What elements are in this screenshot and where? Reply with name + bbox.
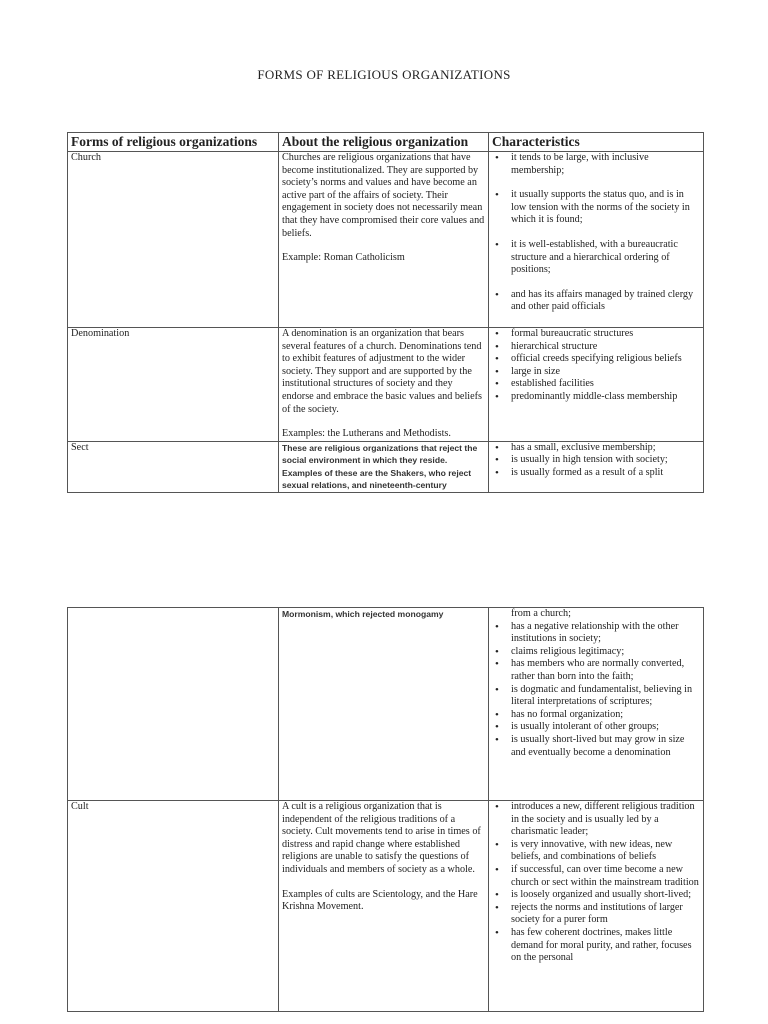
table-row-sect-continued: [68, 608, 704, 801]
table-row-denomination: [68, 328, 704, 442]
list-item: • large in size: [511, 366, 700, 379]
cult-name: Cult: [68, 801, 279, 1012]
list-item: • is usually intolerant of other groups;: [511, 721, 700, 734]
list-item: • and has its affairs managed by trained clergy and other paid officials: [511, 289, 700, 314]
sect-name-continued: [68, 608, 279, 801]
sect-name: Sect: [68, 441, 279, 492]
list-item: • it tends to be large, with inclusive membership;: [511, 152, 700, 177]
church-about: Churches are religious organizations that have become institutionalized. They are supported by society’s norms and values and have become an active part of the affairs of society. Their engagement in society does not necessarily mean that they have compromised their core values and beliefs.: [282, 152, 485, 239]
list-item: • has members who are normally converted, rather than born into the faith;: [511, 658, 700, 683]
cult-characteristics-list: [492, 801, 700, 965]
denomination-about: A denomination is an organization that bears several features of a church. Denominations tend to exhibit features of adjustment to the wider society. They support and are supported by the institutional structures of society and they endorse and embrace the basic values and beliefs of the society.: [282, 328, 482, 415]
organizations-table: [67, 132, 704, 493]
cult-about: A cult is a religious organization that is independent of the religious traditions of a society. Cult movements tend to arise in times of distress and rapid change where established religions are unable to satisfy the questions of individuals and members of society as a whole.: [282, 801, 481, 875]
table-row-church: [68, 152, 704, 328]
denomination-characteristics-list: [492, 328, 700, 404]
denomination-about-cell: [279, 328, 489, 442]
list-item: • has no formal organization;: [511, 709, 700, 722]
list-item: • if successful, can over time become a new church or sect within the mainstream tradition: [511, 864, 700, 889]
list-item: • hierarchical structure: [511, 341, 700, 354]
list-item: • is usually in high tension with society;: [511, 454, 700, 467]
sect-characteristics-cell-continued: [489, 608, 704, 801]
church-example: Example: Roman Catholicism: [282, 252, 405, 264]
cult-characteristics-cell: [489, 801, 704, 1012]
denomination-name: Denomination: [68, 328, 279, 442]
list-item: • formal bureaucratic structures: [511, 328, 700, 341]
sect-characteristics-list: [492, 442, 700, 480]
sect-about-cell: [279, 441, 489, 492]
church-characteristics-cell: [489, 152, 704, 328]
denomination-example: Examples: the Lutherans and Methodists.: [282, 428, 451, 440]
list-item: • rejects the norms and institutions of larger society for a purer form: [511, 902, 700, 927]
cult-about-cell: [279, 801, 489, 1012]
sect-about-cell-continued: [279, 608, 489, 801]
list-item: • official creeds specifying religious beliefs: [511, 353, 700, 366]
list-item: • predominantly middle-class membership: [511, 391, 700, 404]
church-name: Church: [68, 152, 279, 328]
organizations-table-continued: [67, 607, 704, 1012]
sect-about: These are religious organizations that reject the social environment in which they reside. Examples of these are the Shakers, who reject sexual relations, and nineteenth-century: [282, 442, 478, 490]
church-about-cell: [279, 152, 489, 328]
table-header-row: [68, 133, 704, 152]
list-item: • is very innovative, with new ideas, new beliefs, and combinations of beliefs: [511, 839, 700, 864]
list-item: • has a small, exclusive membership;: [511, 442, 700, 455]
cult-example: Examples of cults are Scientology, and the Hare Krishna Movement.: [282, 888, 478, 913]
list-item: • is dogmatic and fundamentalist, believing in literal interpretations of scriptures;: [511, 684, 700, 709]
table-row-cult: [68, 801, 704, 1012]
list-item: • it is well-established, with a bureaucratic structure and a hierarchical ordering of positions;: [511, 239, 700, 277]
list-item: from a church;: [511, 608, 571, 619]
header-about: About the religious organization: [279, 133, 489, 152]
sect-about-continued: Mormonism, which rejected monogamy: [282, 609, 444, 619]
list-item: • has a negative relationship with the other institutions in society;: [511, 621, 700, 646]
list-item: • is usually formed as a result of a split: [511, 467, 700, 480]
sect-characteristics-cell: [489, 441, 704, 492]
list-item: • is usually short-lived but may grow in size and eventually become a denomination: [511, 734, 700, 759]
list-item: • established facilities: [511, 378, 700, 391]
list-item: • introduces a new, different religious tradition in the society and is usually led by a charismatic leader;: [511, 801, 700, 839]
church-characteristics-list: [492, 152, 700, 314]
header-characteristics: Characteristics: [489, 133, 704, 152]
list-item: • is loosely organized and usually short-lived;: [511, 889, 700, 902]
header-forms: Forms of religious organizations: [68, 133, 279, 152]
list-item: • claims religious legitimacy;: [511, 646, 700, 659]
list-item: • it usually supports the status quo, and is in low tension with the norms of the society in which it is found;: [511, 189, 700, 227]
table-row-sect: [68, 441, 704, 492]
list-item: • has few coherent doctrines, makes little demand for moral purity, and rather, focuses on the personal: [511, 927, 700, 965]
denomination-characteristics-cell: [489, 328, 704, 442]
sect-characteristics-list-continued: [492, 608, 700, 759]
document-title: FORMS OF RELIGIOUS ORGANIZATIONS: [257, 67, 511, 82]
